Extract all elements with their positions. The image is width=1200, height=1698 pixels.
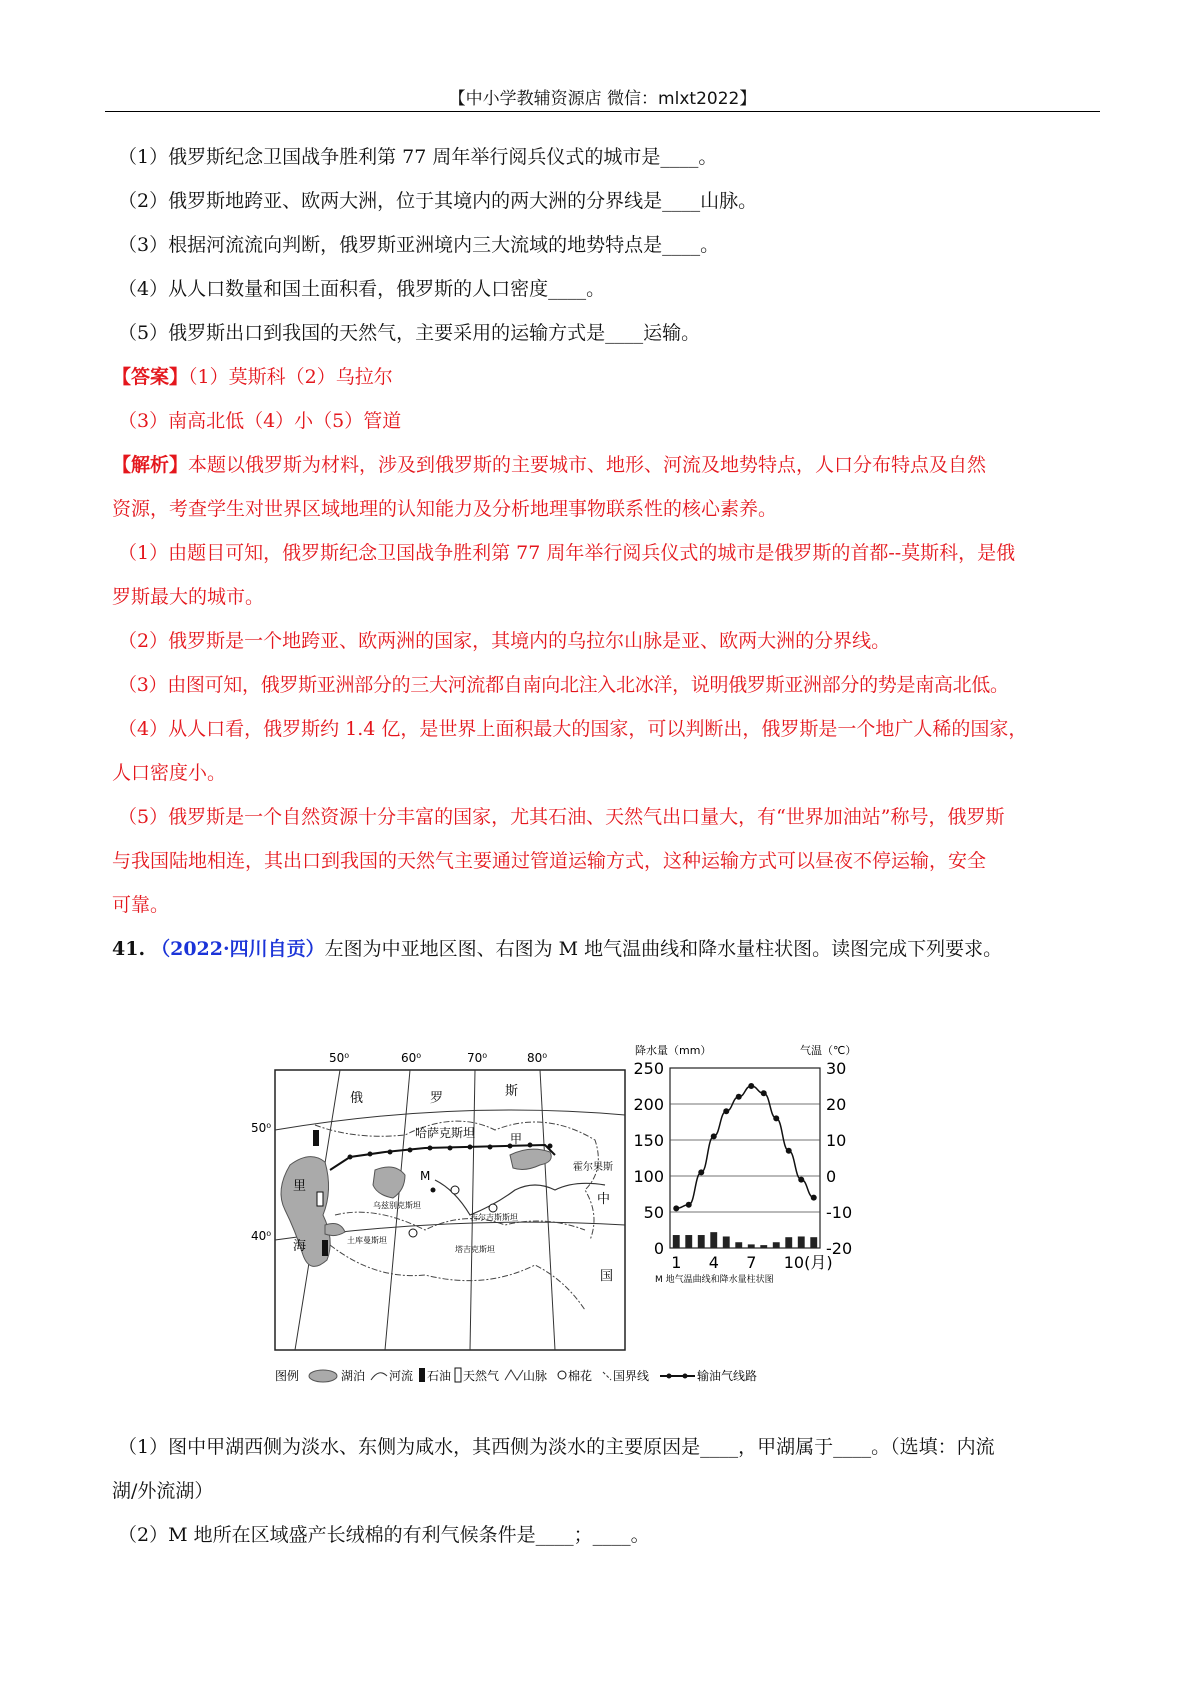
label-kazakhstan: 哈萨克斯坦 [415,1126,476,1140]
analysis-p5c: 可靠。 [112,894,170,916]
label-khorgos: 霍尔果斯 [573,1162,613,1173]
month-tick-label: 1 [671,1253,682,1272]
legend-mountain-icon [505,1370,523,1380]
label-luo: 罗 [430,1091,444,1106]
answer-label: 【答案】 [112,366,189,388]
precip-tick-label: 0 [653,1239,664,1258]
label-zhong: 中 [597,1192,611,1207]
temperature-point [711,1133,717,1139]
precip-bar [735,1242,742,1248]
map-legend [275,1368,757,1383]
question-41-text: 左图为中亚地区图、右图为 M 地气温曲线和降水量柱状图。读图完成下列要求。 [324,938,1003,960]
answer-text: （1）莫斯科（2）乌拉尔 [188,366,393,388]
lon-label-60: 60⁰ [401,1051,422,1065]
temp-tick-label: 20 [826,1095,847,1114]
cotton-symbol-2 [409,1229,417,1237]
temp-tick-label: -20 [826,1239,853,1258]
label-tajikistan: 塔吉克斯坦 [455,1245,495,1254]
precip-axis-label: 降水量（mm） [635,1044,712,1057]
analysis-p3: （3）由图可知，俄罗斯亚洲部分的三大河流都自南向北注入北冰洋，说明俄罗斯亚洲部分的势是南高北低。 [118,674,1009,696]
temperature-point [811,1195,817,1201]
precip-bar [773,1242,780,1248]
temperature-point [786,1148,792,1154]
oil-symbol-1 [313,1130,319,1146]
precip-tick-label: 50 [643,1203,664,1222]
temp-tick-label: 0 [826,1167,837,1186]
question-5: （5）俄罗斯出口到我国的天然气，主要采用的运输方式是____运输。 [118,322,701,344]
precip-bar [723,1236,730,1248]
legend-border: 国界线 [613,1369,650,1383]
legend-pipeline: 输油气线路 [697,1369,758,1383]
label-uzbekistan: 乌兹别克斯坦 [373,1201,421,1210]
lon-label-50: 50⁰ [329,1051,350,1065]
month-ticks [671,1253,832,1272]
analysis-p5a: （5）俄罗斯是一个自然资源十分丰富的国家，尤其石油、天然气出口量大，有“世界加油站”称号，俄罗斯 [118,806,1005,828]
analysis-intro-text: 本题以俄罗斯为材料，涉及到俄罗斯的主要城市、地形、河流及地势特点，人口分布特点及自然 [188,454,987,476]
precip-tick-label: 200 [633,1095,664,1114]
precip-bar [673,1235,680,1248]
answer-line-2: （3）南高北低（4）小（5）管道 [118,410,402,432]
label-kyrgyzstan: 吉尔吉斯斯坦 [470,1213,518,1222]
climate-chart [633,1043,856,1285]
label-li: 里 [293,1179,307,1194]
figure-map-and-climate-chart [251,1040,895,1410]
question-2: （2）俄罗斯地跨亚、欧两大洲，位于其境内的两大洲的分界线是____山脉。 [118,190,758,212]
question-4: （4）从人口数量和国土面积看，俄罗斯的人口密度____。 [118,278,606,300]
oil-symbol-2 [322,1240,328,1256]
temperature-point [748,1083,754,1089]
month-tick-label: 7 [746,1253,757,1272]
temperature-point [698,1169,704,1175]
question-41-sub1a: （1）图中甲湖西侧为淡水、东侧为咸水，其西侧为淡水的主要原因是____，甲湖属于____。（选填：内流 [118,1436,995,1458]
precip-bar [798,1236,805,1248]
figure-svg [251,1040,895,1410]
analysis-intro-1 [112,452,986,478]
precip-bar [698,1235,705,1248]
legend-river: 河流 [389,1369,414,1383]
legend-cotton-icon [558,1371,566,1379]
legend-lake: 湖泊 [341,1369,366,1383]
legend-gas-icon [455,1368,461,1382]
temperature-point [686,1202,692,1208]
precip-bar [810,1237,817,1248]
temperature-point [761,1090,767,1096]
answer-line-1 [112,364,393,390]
analysis-p5b: 与我国陆地相连，其出口到我国的天然气主要通过管道运输方式，这种运输方式可以昼夜不停运输，安全 [112,850,987,872]
m-location-point [431,1188,436,1193]
lon-label-70: 70⁰ [467,1051,488,1065]
question-41-source: （2022·四川自贡） [151,938,325,960]
precip-tick-label: 250 [633,1059,664,1078]
analysis-label: 【解析】 [112,454,189,476]
chart-title: M 地气温曲线和降水量柱状图 [655,1275,774,1285]
header-divider [105,111,1100,112]
map-frame [275,1070,625,1350]
analysis-intro-2: 资源，考查学生对世界区域地理的认知能力及分析地理事物联系性的核心素养。 [112,498,778,520]
legend-river-icon [371,1373,387,1380]
legend-gas: 天然气 [463,1369,500,1383]
legend-oil-icon [419,1368,425,1382]
lat-label-40: 40⁰ [251,1229,272,1243]
page-header: 【中小学教辅资源店 微信：mlxt2022】 [448,89,757,109]
question-41-sub2: （2）M 地所在区域盛产长绒棉的有利气候条件是____；____。 [118,1524,650,1546]
question-41-sub1b: 湖/外流湖） [112,1480,214,1502]
central-asia-map [251,1051,625,1350]
temperature-point [798,1177,804,1183]
analysis-p1b: 罗斯最大的城市。 [112,586,265,608]
precip-ticks [633,1059,664,1258]
temperature-point [773,1115,779,1121]
temp-tick-label: 30 [826,1059,847,1078]
temperature-point [673,1205,679,1211]
label-jia: 甲 [510,1132,523,1146]
question-1: （1）俄罗斯纪念卫国战争胜利第 77 周年举行阅兵仪式的城市是____。 [118,146,718,168]
question-41-number: 41. [112,938,146,960]
precip-bar [710,1232,717,1248]
legend-border-icon [603,1372,611,1380]
precip-tick-label: 150 [633,1131,664,1150]
label-guo: 国 [600,1269,614,1284]
legend-title: 图例 [275,1369,300,1383]
lon-label-80: 80⁰ [527,1051,548,1065]
label-turkmenistan: 土库曼斯坦 [347,1236,387,1245]
cotton-symbol-1 [451,1186,459,1194]
temperature-point [723,1108,729,1114]
month-tick-label: 10(月) [783,1253,833,1272]
legend-lake-icon [309,1370,337,1382]
legend-oil: 石油 [427,1369,452,1383]
lat-label-50: 50⁰ [251,1121,272,1135]
temp-ticks [826,1059,852,1258]
temp-axis-label: 气温（℃） [800,1044,857,1057]
precip-bar [760,1245,767,1248]
temp-tick-label: -10 [826,1203,853,1222]
analysis-p2: （2）俄罗斯是一个地跨亚、欧两洲的国家，其境内的乌拉尔山脉是亚、欧两大洲的分界线。 [118,630,891,652]
temperature-point [736,1094,742,1100]
precip-bar [748,1244,755,1248]
analysis-p4b: 人口密度小。 [112,762,227,784]
label-e: 俄 [350,1091,364,1106]
precip-bar [685,1235,692,1248]
temp-tick-label: 10 [826,1131,847,1150]
label-hai: 海 [293,1239,307,1254]
gas-symbol [317,1192,323,1206]
question-3: （3）根据河流流向判断，俄罗斯亚洲境内三大流域的地势特点是____。 [118,234,720,256]
label-m: M [420,1169,431,1183]
analysis-p4a: （4）从人口看，俄罗斯约 1.4 亿，是世界上面积最大的国家，可以判断出，俄罗斯是一个地广人稀的国家， [118,718,1028,740]
cotton-symbol-3 [489,1204,497,1212]
chart-plot-area [670,1068,820,1248]
legend-mountain: 山脉 [523,1369,548,1383]
precip-tick-label: 100 [633,1167,664,1186]
analysis-p1a: （1）由题目可知，俄罗斯纪念卫国战争胜利第 77 周年举行阅兵仪式的城市是俄罗斯的首都--莫斯科，是俄 [118,542,1016,564]
month-tick-label: 4 [708,1253,719,1272]
precip-bar [785,1237,792,1248]
label-si: 斯 [505,1084,519,1099]
question-41-stem [112,936,1002,962]
legend-cotton: 棉花 [568,1369,593,1383]
